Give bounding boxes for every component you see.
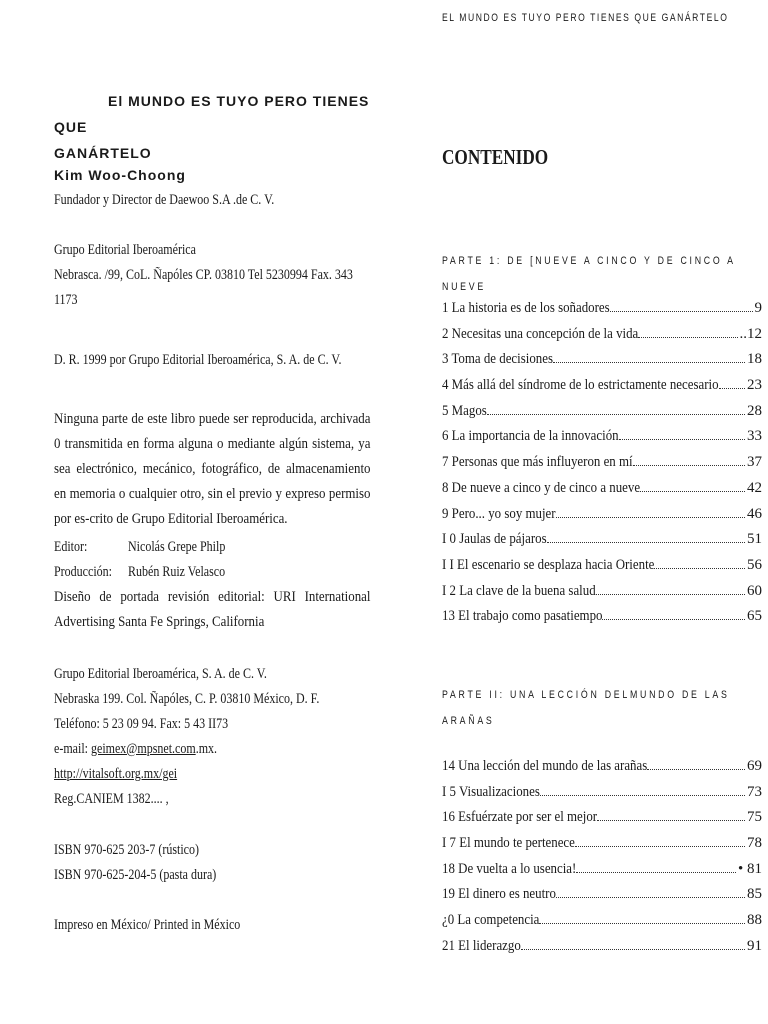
toc-entry[interactable] [442, 583, 762, 609]
toc-entry-page: 18 [747, 351, 762, 368]
email-suffix: .mx. [195, 741, 218, 757]
toc-entry-page: 42 [747, 479, 762, 496]
toc-entry-page: 23 [747, 377, 762, 394]
toc-entry[interactable] [442, 377, 762, 403]
toc-entry-title: 8 De nueve a cinco y de cinco a nueve [442, 479, 641, 496]
toc-entry-title: 2 Necesitas una concepción de la vida [442, 325, 639, 342]
toc-entry[interactable] [442, 428, 762, 454]
toc-entry[interactable] [442, 557, 762, 583]
book-title-line-1: El MUNDO ES TUYO PERO TIENES QUE [54, 93, 370, 135]
publisher-address-line-2: 1173 [54, 292, 78, 308]
registry-number: Reg.CANIEM 1382.... , [54, 791, 169, 807]
toc-entry-title: 7 Personas que más influyeron en mí [442, 454, 633, 471]
toc-entry[interactable] [442, 403, 762, 429]
toc-entry-page: 91 [747, 937, 762, 954]
toc-entry-page: 51 [747, 531, 762, 548]
toc-entry[interactable] [442, 326, 762, 352]
toc-entry-page: 33 [747, 428, 762, 445]
toc-leader-dots [547, 542, 745, 543]
production-label: Producción: [54, 564, 112, 580]
isbn-rustico: ISBN 970-625 203-7 (rústico) [54, 842, 199, 858]
toc-entry[interactable] [442, 454, 762, 480]
part-2-chapter-list [442, 758, 762, 964]
toc-entry-title: 16 Esfuérzate por ser el mejor [442, 809, 598, 826]
contact-phone: Teléfono: 5 23 09 94. Fax: 5 43 II73 [54, 716, 229, 732]
running-head: EL MUNDO ES TUYO PERO TIENES QUE GANÁRTELO [442, 12, 729, 24]
toc-entry-page: 75 [747, 809, 762, 826]
toc-entry-page: 88 [747, 912, 762, 929]
publisher-address-line-1: Nebrasca. /99, CoL. Ñapóles CP. 03810 Tel 5230994 Fax. 343 [54, 267, 353, 283]
author-name: Kim Woo-Choong [54, 167, 186, 183]
toc-entry-title: 9 Pero... yo soy mujer [442, 505, 556, 522]
toc-entry-page: 9 [754, 300, 762, 316]
toc-entry-page: 46 [747, 505, 762, 522]
toc-entry-title: ¿0 La competencia [442, 912, 540, 929]
toc-leader-dots [576, 872, 736, 873]
toc-leader-dots [487, 414, 745, 415]
email-link[interactable]: geimex@mpsnet.com [90, 741, 196, 757]
imprint-block [54, 913, 370, 938]
isbn-block [54, 838, 370, 888]
toc-leader-dots [654, 568, 745, 569]
toc-entry[interactable] [442, 784, 762, 810]
part-1-heading: PARTE 1: DE [NUEVE A CINCO Y DE CINCO A NUEVE [442, 255, 736, 293]
toc-leader-dots [719, 388, 745, 389]
book-title-line-2: GANÁRTELO [54, 145, 152, 161]
toc-leader-dots [610, 311, 753, 312]
part-2-heading: PARTE II: UNA LECCIÓN DELMUNDO DE LAS ARAÑAS [442, 689, 730, 727]
rights-block [54, 348, 370, 373]
toc-leader-dots [556, 517, 745, 518]
toc-leader-dots [640, 491, 745, 492]
email-label: e-mail: [54, 741, 91, 757]
toc-entry-title: 5 Magos [442, 402, 487, 419]
contact-block [54, 662, 370, 812]
toc-entry-title: I 2 La clave de la buena salud [442, 582, 596, 599]
imprint: Impreso en México/ Printed in México [54, 917, 241, 933]
toc-entry-title: I 5 Visualizaciones [442, 783, 540, 800]
copyright-page [54, 0, 370, 1024]
design-credit: Diseño de portada revisión editorial: URI International Advertising Santa Fe Springs, California [54, 589, 371, 630]
toc-entry-title: 4 Más allá del síndrome de lo estrictamente necesario [442, 377, 719, 394]
toc-leader-dots [553, 362, 745, 363]
toc-entry-page: 85 [747, 886, 762, 903]
legal-notice: Ninguna parte de este libro puede ser reproducida, archivada 0 transmitida en forma alguna o mediante algún sistema, ya sea electrónico, mecánico, fotográfico, de almacenamiento en memoria o cualquier otro, sin el previo y expreso permiso por es-crito de Grupo Editorial Iberoamérica. [54, 411, 371, 527]
publisher-block [54, 238, 370, 313]
contact-name: Grupo Editorial Iberoamérica, S. A. de C. V. [54, 666, 267, 682]
toc-entry[interactable] [442, 861, 762, 887]
toc-leader-dots [633, 465, 745, 466]
legal-block [54, 407, 370, 532]
contents-heading: CONTENIDO [442, 145, 549, 169]
toc-leader-dots [575, 846, 745, 847]
toc-entry-title: 6 La importancia de la innovación [442, 428, 619, 445]
toc-entry-page: 28 [747, 402, 762, 419]
toc-entry-page: 56 [747, 556, 762, 573]
toc-entry-page: ..12 [739, 325, 762, 342]
author-role-block [54, 188, 370, 213]
toc-entry[interactable] [442, 300, 762, 326]
toc-entry-title: I 7 El mundo te pertenece [442, 835, 575, 852]
toc-entry[interactable] [442, 912, 762, 938]
editor-label: Editor: [54, 539, 88, 555]
editor-name: Nicolás Grepe Philp [128, 539, 226, 555]
contents-page [442, 0, 762, 1024]
toc-entry[interactable] [442, 506, 762, 532]
toc-entry[interactable] [442, 809, 762, 835]
publisher-name: Grupo Editorial Iberoamérica [54, 242, 196, 258]
toc-leader-dots [638, 337, 737, 338]
toc-entry-page: 60 [747, 582, 762, 599]
toc-leader-dots [597, 820, 745, 821]
toc-entry[interactable] [442, 835, 762, 861]
production-name: Rubén Ruiz Velasco [128, 564, 226, 580]
toc-entry-page: • 81 [737, 860, 762, 877]
toc-leader-dots [556, 897, 745, 898]
toc-entry[interactable] [442, 480, 762, 506]
toc-entry-title: 19 El dinero es neutro [442, 886, 556, 903]
toc-entry-title: 1 La historia es de los soñadores [442, 300, 610, 316]
toc-leader-dots [539, 923, 745, 924]
toc-entry-title: 13 El trabajo como pasatiempo [442, 608, 603, 625]
toc-entry-title: I I El escenario se desplaza hacia Oriente [442, 556, 655, 573]
book-title [54, 88, 370, 188]
isbn-pasta-dura: ISBN 970-625-204-5 (pasta dura) [54, 867, 217, 883]
toc-leader-dots [647, 769, 745, 770]
toc-entry[interactable] [442, 758, 762, 784]
rights-notice: D. R. 1999 por Grupo Editorial Iberoamérica, S. A. de C. V. [54, 352, 342, 368]
toc-entry-page: 69 [747, 758, 762, 774]
toc-entry[interactable] [442, 608, 762, 634]
toc-entry-page: 65 [747, 608, 762, 625]
toc-entry-page: 73 [747, 783, 762, 800]
toc-leader-dots [521, 949, 745, 950]
toc-entry-title: 14 Una lección del mundo de las arañas [442, 758, 648, 774]
toc-entry-title: 21 El liderazgo [442, 937, 521, 954]
part-1-chapter-list [442, 300, 762, 634]
website-link[interactable]: http://vitalsoft.org.mx/gei [54, 766, 178, 782]
toc-entry-page: 78 [747, 835, 762, 852]
contact-address: Nebraska 199. Col. Ñapóles, C. P. 03810 México, D. F. [54, 691, 320, 707]
toc-entry-page: 37 [747, 454, 762, 471]
toc-entry[interactable] [442, 938, 762, 964]
toc-entry[interactable] [442, 351, 762, 377]
credits-block [54, 535, 370, 635]
toc-entry[interactable] [442, 531, 762, 557]
toc-entry[interactable] [442, 886, 762, 912]
author-role: Fundador y Director de Daewoo S.A .de C. V. [54, 192, 275, 208]
toc-leader-dots [596, 594, 745, 595]
toc-entry-title: 18 De vuelta a lo usencia! [442, 860, 577, 877]
toc-leader-dots [540, 795, 745, 796]
toc-leader-dots [619, 439, 745, 440]
toc-leader-dots [602, 619, 745, 620]
toc-entry-title: I 0 Jaulas de pájaros [442, 531, 547, 548]
toc-entry-title: 3 Toma de decisiones [442, 351, 553, 368]
